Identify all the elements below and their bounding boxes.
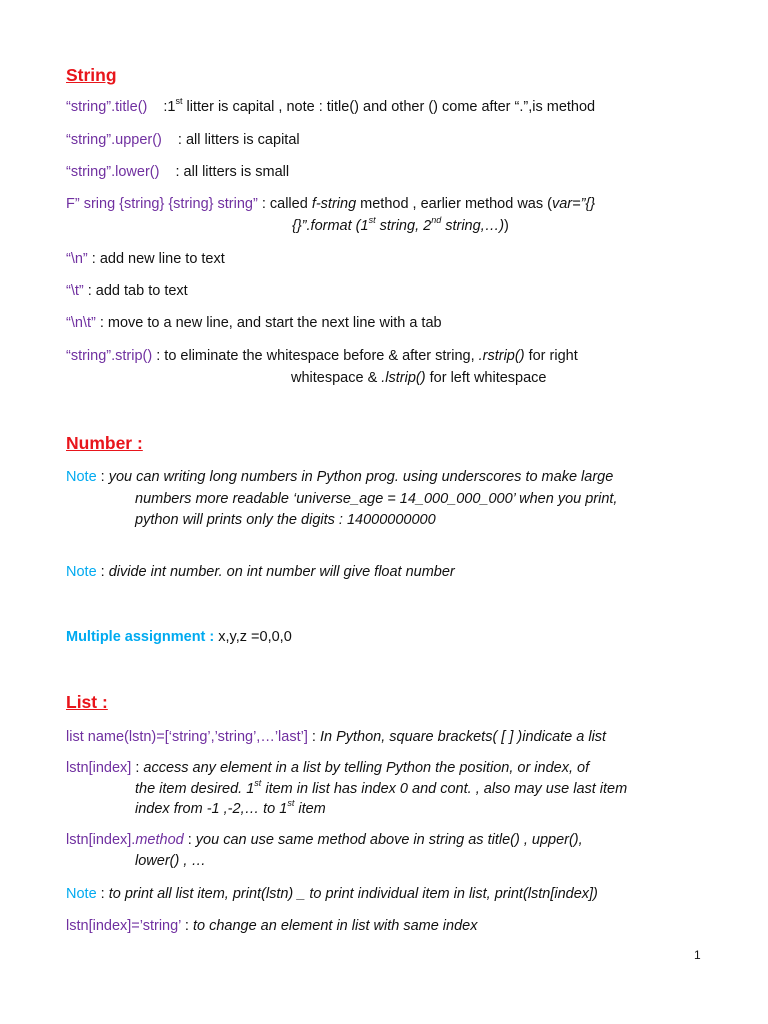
tab-desc: : add tab to text [83,283,188,299]
list-definition-text: In Python, square brackets( [ ] )indicate a list [319,729,607,745]
list-assign-line [66,916,477,936]
list-note-line [66,884,598,904]
title-code: “string”.title() [66,99,148,115]
strip-desc-f: for left whitespace [425,370,547,386]
list-index-line2-b: item in list has index 0 and cont. , also may use last item [261,781,628,797]
list-method-word: method [135,832,184,848]
strip-line-cont [291,368,547,388]
fstring-desc-f: string, 2 [375,218,432,234]
fstring-desc-e: {}”.format (1 [292,218,369,234]
list-index-sup1: st [254,778,262,789]
list-index-line3-a: index from -1 ,-2,… to 1 [135,801,288,817]
list-index-sup2: st [287,798,295,809]
title-method-line [66,97,595,117]
fstring-desc-a: : called [257,196,312,212]
strip-desc-a: : to eliminate the whitespace before & after string, [152,348,479,364]
fstring-desc-c: method , earlier method was ( [356,196,552,212]
title-desc-a: :1 [163,99,176,115]
lower-code: “string”.lower() [66,164,160,180]
strip-line [66,346,578,366]
number-note-2-text: divide int number. on int number will give float number [108,564,455,580]
tab-code: “\t” [66,283,84,299]
note-label: Note [66,564,97,580]
number-note-2 [66,562,455,582]
tab-line [66,281,188,301]
newline-tab-code: “\n\t” [66,315,96,331]
newline-tab-desc: : move to a new line, and start the next line with a tab [95,315,442,331]
fstring-line [66,194,595,214]
number-note-1-line2: numbers more readable ‘universe_age = 14_000_000_000’ when you print, [135,491,618,507]
fstring-sup2: nd [431,215,442,226]
newline-tab-line [66,313,442,333]
list-index-line2-a: the item desired. 1 [135,781,255,797]
upper-method-line [66,130,300,150]
fstring-desc-d: var=”{} [551,196,596,212]
list-index-line3 [135,799,326,819]
list-index-line3-b: item [294,801,326,817]
list-index-line [66,758,589,778]
list-method-line2: lower() , … [135,853,206,869]
fstring-line-cont [292,216,509,236]
list-definition-colon: : [307,729,320,745]
list-method-colon: : [183,832,196,848]
multiple-assignment-line [66,627,292,647]
upper-code: “string”.upper() [66,132,162,148]
newline-line [66,249,225,269]
multiple-assignment-label: Multiple assignment : [66,629,215,645]
upper-desc: : all litters is capital [177,132,300,148]
lower-method-line [66,162,289,182]
number-note-1-line1: you can writing long numbers in Python prog. using underscores to make large [108,469,614,485]
page-number: 1 [694,948,701,962]
list-index-line2 [135,779,627,799]
title-sup: st [175,96,183,107]
fstring-desc-h: ) [504,218,509,234]
list-heading: List : [66,692,108,712]
list-assign-colon: : [180,918,193,934]
title-desc-b: litter is capital , note : title() and other () come after “.”,is method [182,99,596,115]
list-index-line1: access any element in a list by telling Python the position, or index, of [143,760,590,776]
strip-desc-e: .lstrip() [381,370,426,386]
list-note-text: to print all list item, print(lstn) _ to print individual item in list, print(lstn[index]) [108,886,598,902]
string-heading: String [66,65,117,85]
list-assign-code: lstn[index]=’string’ [66,918,181,934]
list-method-line [66,830,583,850]
list-definition-code: list name(lstn)=[‘string’,’string’,…’last’] [66,729,308,745]
note-label: Note [66,886,97,902]
list-method-code: lstn[index]. [66,832,136,848]
number-note-1-line3: python will prints only the digits : 14000000000 [135,512,436,528]
list-index-colon: : [131,760,144,776]
fstring-sup1: st [368,215,376,226]
strip-desc-d: whitespace & [291,370,382,386]
multiple-assignment-text: x,y,z =0,0,0 [214,629,292,645]
list-index-code: lstn[index] [66,760,132,776]
fstring-desc-g: string,…) [441,218,505,234]
number-note-1 [66,467,613,487]
fstring-code: F” sring {string} {string} string” [66,196,258,212]
note-colon: : [96,886,109,902]
fstring-desc-b: f-string [311,196,357,212]
list-method-line1: you can use same method above in string as title() , upper(), [195,832,583,848]
note-label: Note [66,469,97,485]
strip-desc-b: .rstrip() [478,348,525,364]
strip-code: “string”.strip() [66,348,153,364]
newline-code: “\n” [66,251,88,267]
list-definition-line [66,727,606,747]
list-assign-text: to change an element in list with same index [192,918,478,934]
note-colon: : [96,564,109,580]
note-colon: : [96,469,109,485]
newline-desc: : add new line to text [87,251,225,267]
strip-desc-c: for right [524,348,578,364]
number-heading: Number : [66,433,143,453]
lower-desc: : all litters is small [175,164,290,180]
